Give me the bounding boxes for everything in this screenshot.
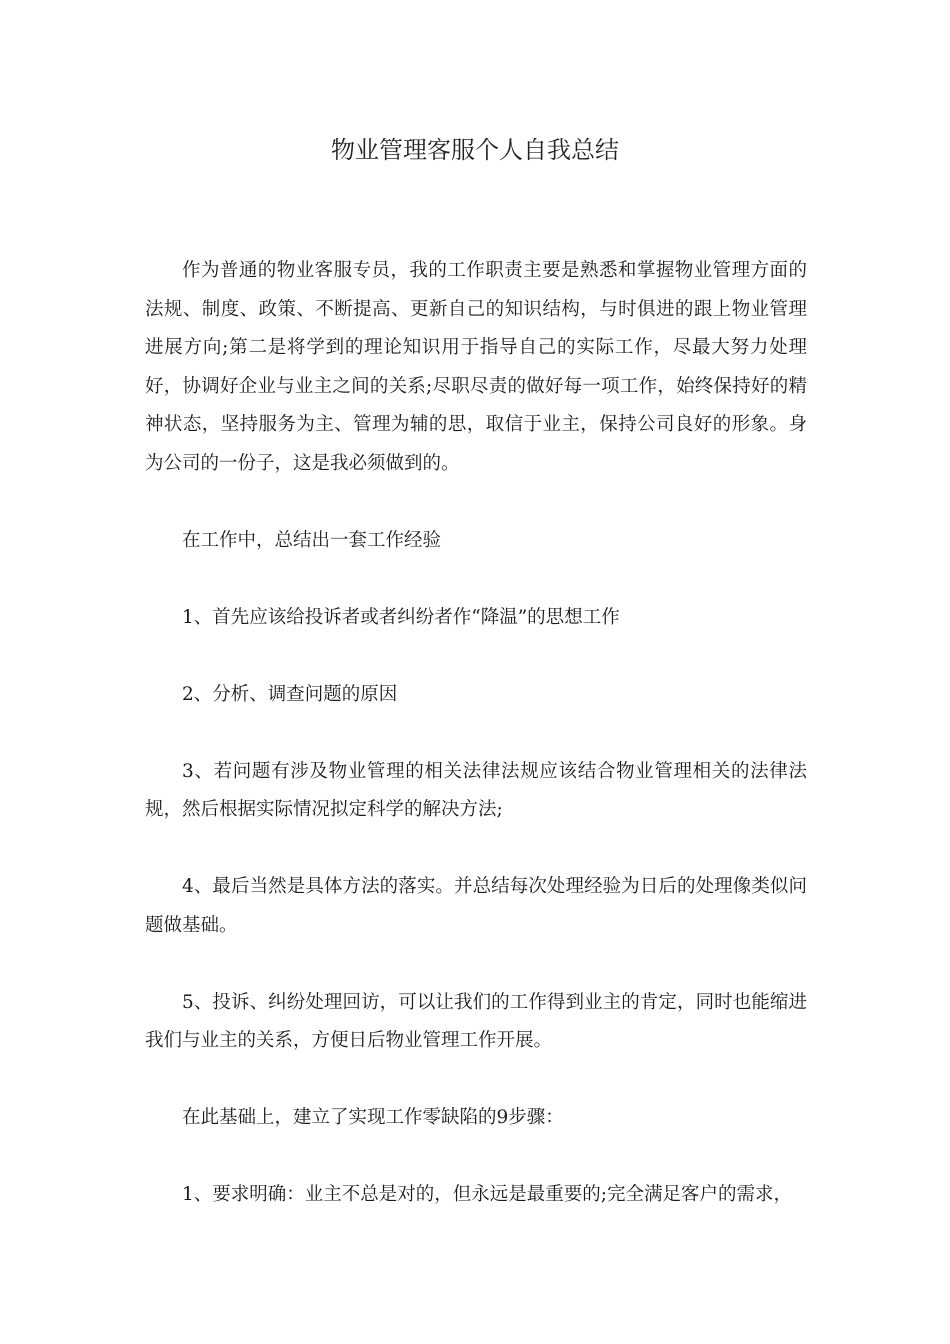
paragraph-item-1: 1、首先应该给投诉者或者纠纷者作“降温”的思想工作 — [182, 606, 620, 628]
paragraph-item-2: 2、分析、调查问题的原因 — [182, 683, 398, 705]
paragraph-step-1: 1、要求明确：业主不总是对的，但永远是最重要的;完全满足客户的需求， — [182, 1184, 793, 1205]
document-title: 物业管理客服个人自我总结 — [331, 136, 619, 164]
paragraph-item-5: 5、投诉、纠纷处理回访，可以让我们的工作得到业主的肯定，同时也能缩进我们与业主的关系，方便日后物业管理工作开展。 — [145, 991, 807, 1051]
paragraph-intro: 作为普通的物业客服专员，我的工作职责主要是熟悉和掌握物业管理方面的法规、制度、政策、不断提高、更新自己的知识结构，与时俱进的跟上物业管理进展方向;第二是将学到的理论知识用于指导自己的实际工作，尽最大努力处理好，协调好企业与业主之间的关系;尽职尽责的做好每一项工作，始终保持好的精神状态，坚持服务为主、管理为辅的思，取信于业主，保持公司良好的形象。身为公司的一份子，这是我必须做到的。 — [145, 260, 807, 474]
paragraph-item-3: 3、若问题有涉及物业管理的相关法律法规应该结合物业管理相关的法律法规，然后根据实际情况拟定科学的解决方法; — [145, 760, 807, 820]
paragraph-item-4: 4、最后当然是具体方法的落实。并总结每次处理经验为日后的处理像类似问题做基础。 — [145, 876, 807, 936]
paragraph-steps-heading: 在此基础上，建立了实现工作零缺陷的9步骤： — [182, 1107, 564, 1128]
document-body — [145, 252, 807, 1215]
paragraph-experience-heading: 在工作中，总结出一套工作经验 — [182, 529, 442, 551]
